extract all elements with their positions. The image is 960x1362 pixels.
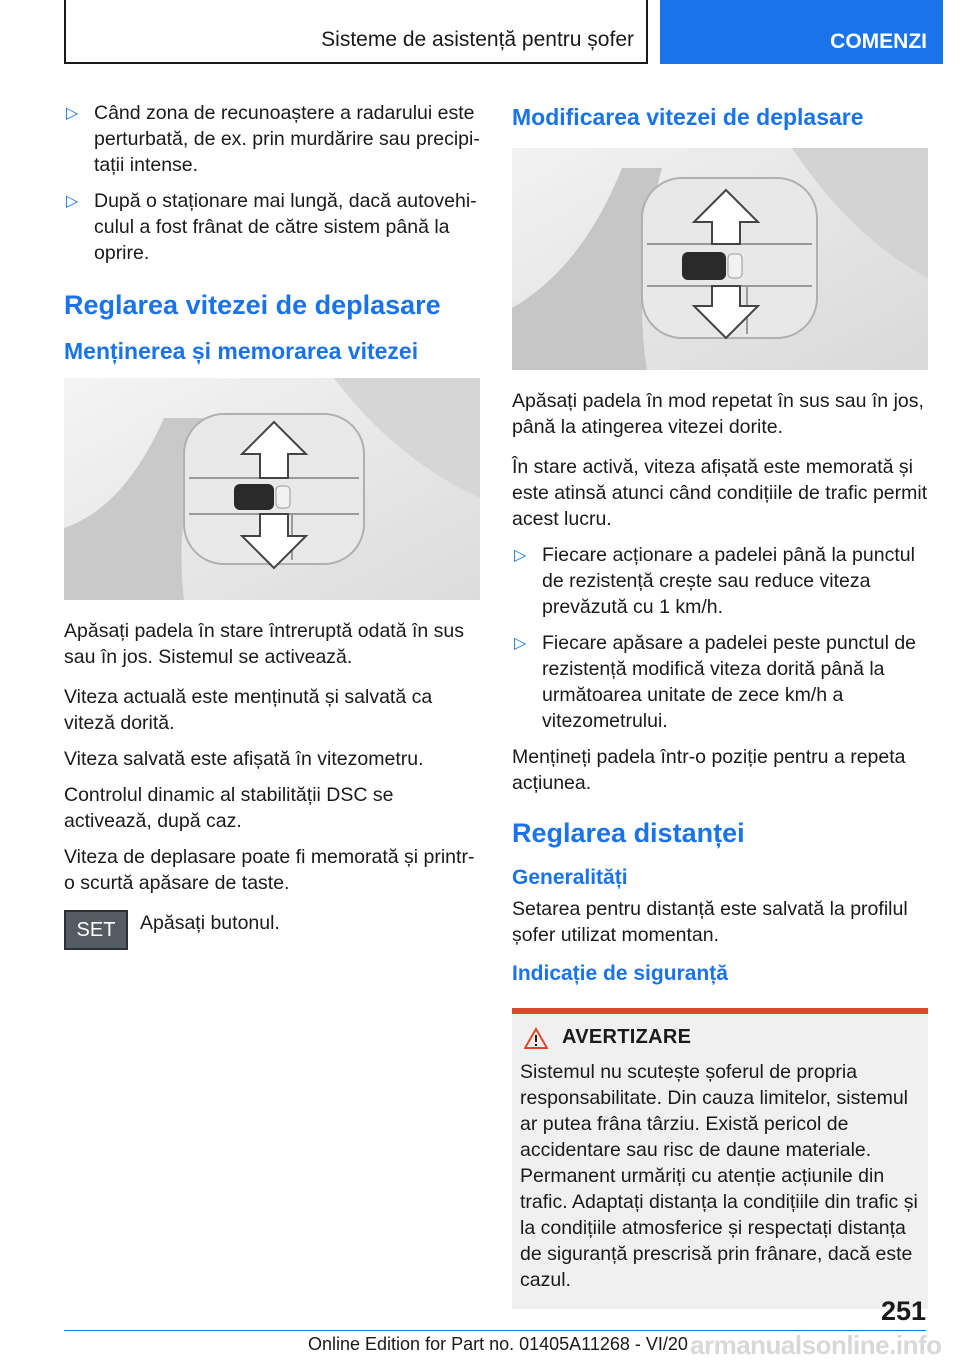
subsection-heading: Menținerea și memorarea vitezei (64, 338, 419, 364)
steering-wheel-paddle-figure (512, 148, 928, 370)
triangle-bullet-icon: ▷ (514, 547, 527, 564)
right-column (512, 100, 928, 1309)
set-button-icon: SET (64, 910, 128, 950)
list-item: ▷ După o staționare mai lungă, dacă autovehiculul a fost frânat de către sistem până la oprire. (66, 190, 477, 264)
subsection-heading: Modificarea vitezei de deplasare (512, 104, 864, 130)
edition-text: Online Edition for Part no. 01405A11268 - VI/20 (308, 1334, 688, 1354)
section-title: Sisteme de asistență pentru șofer (321, 28, 634, 51)
triangle-bullet-icon: ▷ (514, 635, 527, 652)
chapter-tab[interactable] (660, 0, 943, 64)
section-heading: Reglarea vitezei de deplasare (64, 290, 441, 320)
warning-title: AVERTIZARE (562, 1026, 692, 1048)
triangle-bullet-icon: ▷ (66, 105, 79, 122)
triangle-bullet-icon: ▷ (66, 193, 79, 210)
warning-text: Sistemul nu scutește șoferul de propria responsabilitate. Din cauza limitelor, sistemul ar putea frâna târziu. Există pericol de accidentare sau risc de daune materiale. Permanent urmăriți cu atenție acțiunile din trafic. Adaptați distanța la condițiile din trafic și la condițiile atmosferice și respectați distanța de siguranță prescrisă prin frânare, dacă este cazul. (520, 1061, 918, 1291)
paragraph: Viteza actuală este menținută și salvată ca viteză dorită. (64, 686, 433, 734)
set-instruction-text: Apăsați butonul. (140, 912, 280, 934)
paragraph: Controlul dinamic al stabilității DSC se activează, după caz. (64, 784, 394, 832)
steering-wheel-paddle-figure (64, 378, 480, 600)
list-item: ▷ Fiecare acționare a padelei până la punctul de rezistență crește sau reduce viteza prevăzută cu 1 km/h. (514, 544, 915, 618)
paragraph: Apăsați padela în stare întreruptă odată în sus sau în jos. Sistemul se activează. (64, 620, 465, 668)
section-heading: Reglarea distanței (512, 818, 745, 848)
list-item: ▷ Fiecare apăsare a padelei peste punctul de rezistență modifică viteza dorită până la următoarea unitate de zece km/h a vitezometrului. (514, 632, 917, 732)
paragraph: Mențineți padela într-o poziție pentru a repeta acțiunea. (512, 746, 906, 794)
subsection-heading: Generalități (512, 866, 628, 889)
chapter-tab-label: COMENZI (830, 30, 927, 53)
paragraph: Viteza salvată este afișată în vitezometru. (64, 748, 424, 770)
warning-header (520, 1026, 920, 1049)
list-item: ▷ Când zona de recunoaștere a radarului este perturbată, de ex. prin murdărire sau precipitații intense. (66, 102, 480, 176)
warning-triangle-icon (524, 1027, 548, 1049)
watermark: armanualsonline.info (690, 1330, 942, 1360)
left-column (64, 100, 480, 954)
paragraph: În stare activă, viteza afișată este memorată și este atinsă atunci când condițiile de trafic permit acest lucru. (512, 456, 928, 530)
header-box (64, 0, 648, 64)
paragraph: Viteza de deplasare poate fi memorată și printr-o scurtă apăsare de taste. (64, 846, 475, 894)
set-instruction (64, 910, 480, 954)
paragraph: Apăsați padela în mod repetat în sus sau în jos, până la atingerea vitezei dorite. (512, 390, 924, 438)
warning-box (512, 1008, 928, 1309)
page-number: 251 (880, 1296, 926, 1326)
paragraph: Setarea pentru distanță este salvată la profilul șofer utilizat momentan. (512, 898, 908, 946)
subsection-heading: Indicație de siguranță (512, 962, 728, 985)
